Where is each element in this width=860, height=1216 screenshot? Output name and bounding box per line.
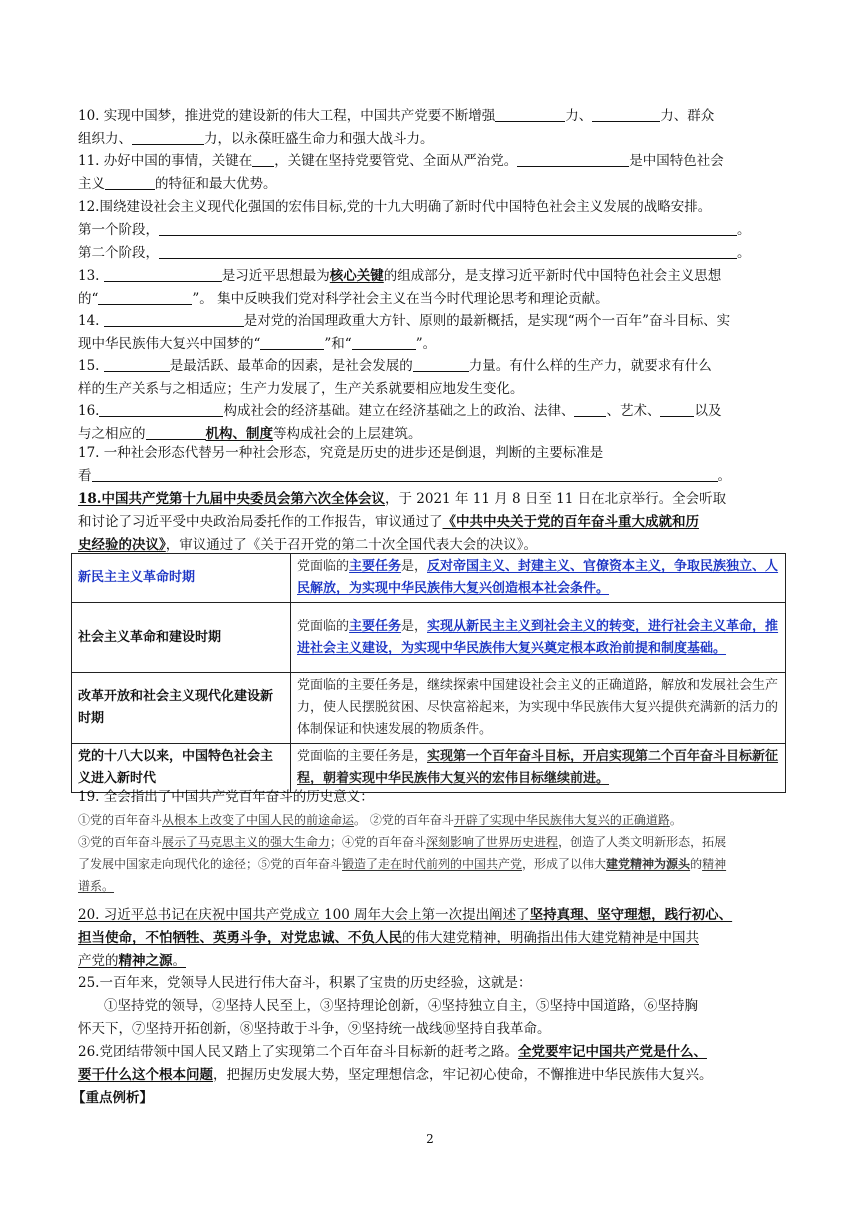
q12-stage-2: 第二个阶段， [78, 245, 159, 261]
q17-text-a: 17. 一种社会形态代替另一种社会形态，究竟是历史的进步还是倒退，判断的主要标准是 [78, 445, 604, 461]
fill-blank[interactable] [660, 402, 694, 417]
fill-blank[interactable] [517, 152, 629, 167]
q10-text-a: 10. 实现中国梦，推进党的建设新的伟大工程，中国共产党要不断增强 [78, 108, 496, 124]
period-name: 改革开放和社会主义现代化建设新时期 [72, 673, 291, 744]
q18-text-b: ，于 2021 年 11 月 8 日至 11 日在北京举行。全会听取 [385, 491, 727, 507]
question-11 [78, 150, 788, 196]
q14-text-c: 现中华民族伟大复兴中国梦的“ [78, 336, 261, 352]
q20-text-d: 的伟大建党精神，明确指出伟大建党精神是中国共 [402, 930, 699, 946]
question-16 [78, 400, 788, 446]
period-name: 社会主义革命和建设时期 [72, 603, 291, 673]
fill-blank[interactable] [104, 312, 244, 327]
q11-text-d: 主义 [78, 176, 105, 192]
question-12 [78, 196, 788, 265]
question-19: 19. 全会指出了中国共产党百年奋斗的历史意义： ①党的百年奋斗从根本上改变了中国人民的前途命运。 ②党的百年奋斗开辟了实现中华民族伟大复兴的正确道路。 ③党的百年奋斗展示了马克思主义的强大生命力；④党的百年奋斗深刻影响了世界历史进程，创造了人类文明新形态，拓展 了发展中国家走向现代化的途径；⑤党的百年奋斗锻造了走在时代前列的中国共产党，形成了以伟大建党精神为源头的精神 谱系。 [78, 786, 788, 897]
period-task: 党面临的主要任务是，反对帝国主义、封建主义、官僚资本主义，争取民族独立、人民解放，为实现中华民族伟大复兴创造根本社会条件。 [291, 554, 786, 603]
q13-text-f: ”。 集中反映我们党对科学社会主义在当今时代理论思考和理论贡献。 [192, 291, 609, 307]
q25-intro: 25.一百年来，党领导人民进行伟大奋斗，积累了宝贵的历史经验，这就是： [78, 975, 532, 991]
q13-text-d: 的组成部分，是支撑习近平新时代中国特色社会主义思想 [383, 268, 722, 284]
fill-blank[interactable] [413, 357, 469, 372]
q20-spirit-a: 坚持真理、坚守理想，践行初心、 [529, 907, 733, 923]
q13-text-e: 的“ [78, 291, 99, 307]
q15-text-b: 是最活跃、最革命的因素，是社会发展的 [169, 358, 413, 374]
q11-text-c: 是中国特色社会 [629, 153, 724, 169]
question-25 [78, 972, 788, 1041]
q16-text-c: 、艺术、 [606, 403, 661, 419]
period-task: 党面临的主要任务是，继续探索中国建设社会主义的正确道路，解放和发展社会生产力，使人民摆脱贫困、尽快富裕起来，为实现中华民族伟大复兴提供充满新的活力的体制保证和快速发展的物质条件。 [291, 673, 786, 744]
q15-text-c: 力量。有什么样的生产力，就要求有什么 [468, 358, 712, 374]
q12-period: 。 [737, 245, 751, 261]
question-13 [78, 265, 788, 311]
fill-blank[interactable] [132, 130, 204, 145]
q11-text-e: 的特征和最大优势。 [155, 176, 277, 192]
q16-text-d: 以及 [694, 403, 722, 419]
question-10 [78, 105, 788, 151]
q17-text-b: 看 [78, 468, 92, 484]
q12-period: 。 [737, 222, 751, 238]
q16-text-b: 构成社会的经济基础。建立在经济基础之上的政治、法律、 [223, 403, 575, 419]
q26-keyword-b: 要干什么这个根本问题 [78, 1067, 213, 1083]
q20-keyword: 精神之源 [118, 953, 173, 969]
q14-number: 14. [78, 313, 100, 329]
page-number: 2 [426, 1132, 434, 1146]
fill-blank[interactable] [98, 290, 192, 305]
question-20: 20. 习近平总书记在庆祝中国共产党成立 100 周年大会上第一次提出阐述了坚持真理、坚守理想，践行初心、 担当使命，不怕牺牲、英勇斗争，对党忠诚、不负人民的伟大建党精神，明确指出伟大建党精神是中国共 产党的精神之源。 [78, 907, 733, 969]
q13-number: 13. [78, 268, 100, 284]
q18-resolution-title-end: 史经验的决议》 [78, 537, 166, 553]
q26-text-a: 26.党团结带领中国人民又踏上了实现第二个百年奋斗目标新的赶考之路。 [78, 1044, 518, 1060]
question-15 [78, 355, 788, 401]
historical-periods-table [71, 553, 786, 793]
question-17 [78, 442, 788, 488]
fill-blank[interactable] [252, 152, 274, 167]
fill-blank[interactable] [352, 335, 416, 350]
q20-text-a: 20. 习近平总书记在庆祝中国共产党成立 100 周年大会上第一次提出阐述了 [78, 907, 530, 923]
q11-text-b: ，关键在坚持党要管党、全面从严治党。 [274, 153, 518, 169]
q18-text-f: ，审议通过了《关于召开党的第二十次全国代表大会的决议》。 [165, 537, 537, 553]
fill-blank[interactable] [105, 175, 155, 190]
section-title: 【重点例析】 [72, 1090, 153, 1106]
period-task: 党面临的主要任务是，实现第一个百年奋斗目标，开启实现第二个百年奋斗目标新征程，朝着实现中华民族伟大复兴的宏伟目标继续前进。 [291, 744, 786, 793]
fill-blank[interactable] [146, 425, 206, 440]
q10-text-b: 力、 [565, 108, 593, 124]
q20-spirit-b: 担当使命，不怕牺牲、英勇斗争，对党忠诚、不负人民 [78, 930, 402, 946]
q12-stage-1: 第一个阶段， [78, 222, 159, 238]
q25-items-a: ①坚持党的领导，②坚持人民至上，③坚持理论创新，④坚持独立自主，⑤坚持中国道路，⑥坚持胸 [104, 998, 698, 1014]
period-task: 党面临的主要任务是，实现从新民主主义到社会主义的转变，进行社会主义革命，推进社会主义建设，为实现中华民族伟大复兴奠定根本政治前提和制度基础。 [291, 603, 786, 673]
question-18 [78, 488, 788, 557]
fill-blank[interactable] [592, 107, 660, 122]
fill-blank[interactable] [99, 402, 223, 417]
q14-text-e: ”。 [415, 336, 437, 352]
q10-text-d: 组织力、 [78, 131, 132, 147]
fill-blank[interactable] [260, 335, 324, 350]
q25-items-b: 怀天下，⑦坚持开拓创新，⑧坚持敢于斗争，⑨坚持统一战线⑩坚持自我革命。 [78, 1021, 551, 1037]
q18-resolution-title: 《中共中央关于党的百年奋斗重大成就和历 [442, 514, 699, 530]
q16-text-g: 等构成社会的上层建筑。 [273, 426, 422, 442]
q16-keyword: 机构、制度 [205, 426, 273, 442]
table-row [72, 673, 786, 744]
q18-text-c: 和讨论了习近平受中央政治局委托作的工作报告，审议通过了 [78, 514, 443, 530]
q15-text-d: 样的生产关系与之相适应；生产力发展了，生产关系就要相应地发生变化。 [78, 381, 524, 397]
table-row [72, 554, 786, 603]
q15-number: 15. [78, 358, 100, 374]
question-26 [78, 1041, 788, 1087]
q10-text-e: 力，以永葆旺盛生命力和强大战斗力。 [204, 131, 434, 147]
fill-blank[interactable] [104, 357, 170, 372]
q10-text-c: 力、群众 [660, 108, 715, 124]
fill-blank[interactable] [159, 221, 737, 236]
q16-number: 16. [78, 403, 100, 419]
question-14 [78, 310, 788, 356]
q11-text-a: 11. 办好中国的事情，关键在 [78, 153, 253, 169]
q26-keyword-a: 全党要牢记中国共产党是什么、 [517, 1044, 707, 1060]
fill-blank[interactable] [495, 107, 565, 122]
fill-blank[interactable] [159, 244, 737, 259]
q16-text-e: 与之相应的 [78, 426, 146, 442]
q17-text-c: 。 [717, 468, 731, 484]
q13-text-b: 是习近平思想最为 [221, 268, 330, 284]
table-row [72, 603, 786, 673]
q14-text-b: 是对党的治国理政重大方针、原则的最新概括，是实现“两个一百年”奋斗目标、实 [243, 313, 731, 329]
period-name: 新民主主义革命时期 [72, 554, 291, 603]
period-name: 党的十八大以来，中国特色社会主义进入新时代 [72, 744, 291, 793]
fill-blank[interactable] [92, 467, 718, 482]
q18-plenum-title: 18.中国共产党第十九届中央委员会第六次全体会议 [78, 491, 385, 507]
q12-intro: 12.围绕建设社会主义现代化强国的宏伟目标,党的十九大明确了新时代中国特色社会主义发展的战略安排。 [78, 199, 712, 215]
q13-keyword: 核心关键 [329, 268, 384, 284]
q19-title: 19. 全会指出了中国共产党百年奋斗的历史意义： [78, 789, 374, 805]
q26-text-d: ，把握历史发展大势，坚定理想信念，牢记初心使命，不懈推进中华民族伟大复兴。 [213, 1067, 713, 1083]
q14-text-d: ”和“ [324, 336, 352, 352]
fill-blank[interactable] [574, 402, 606, 417]
fill-blank[interactable] [104, 267, 222, 282]
